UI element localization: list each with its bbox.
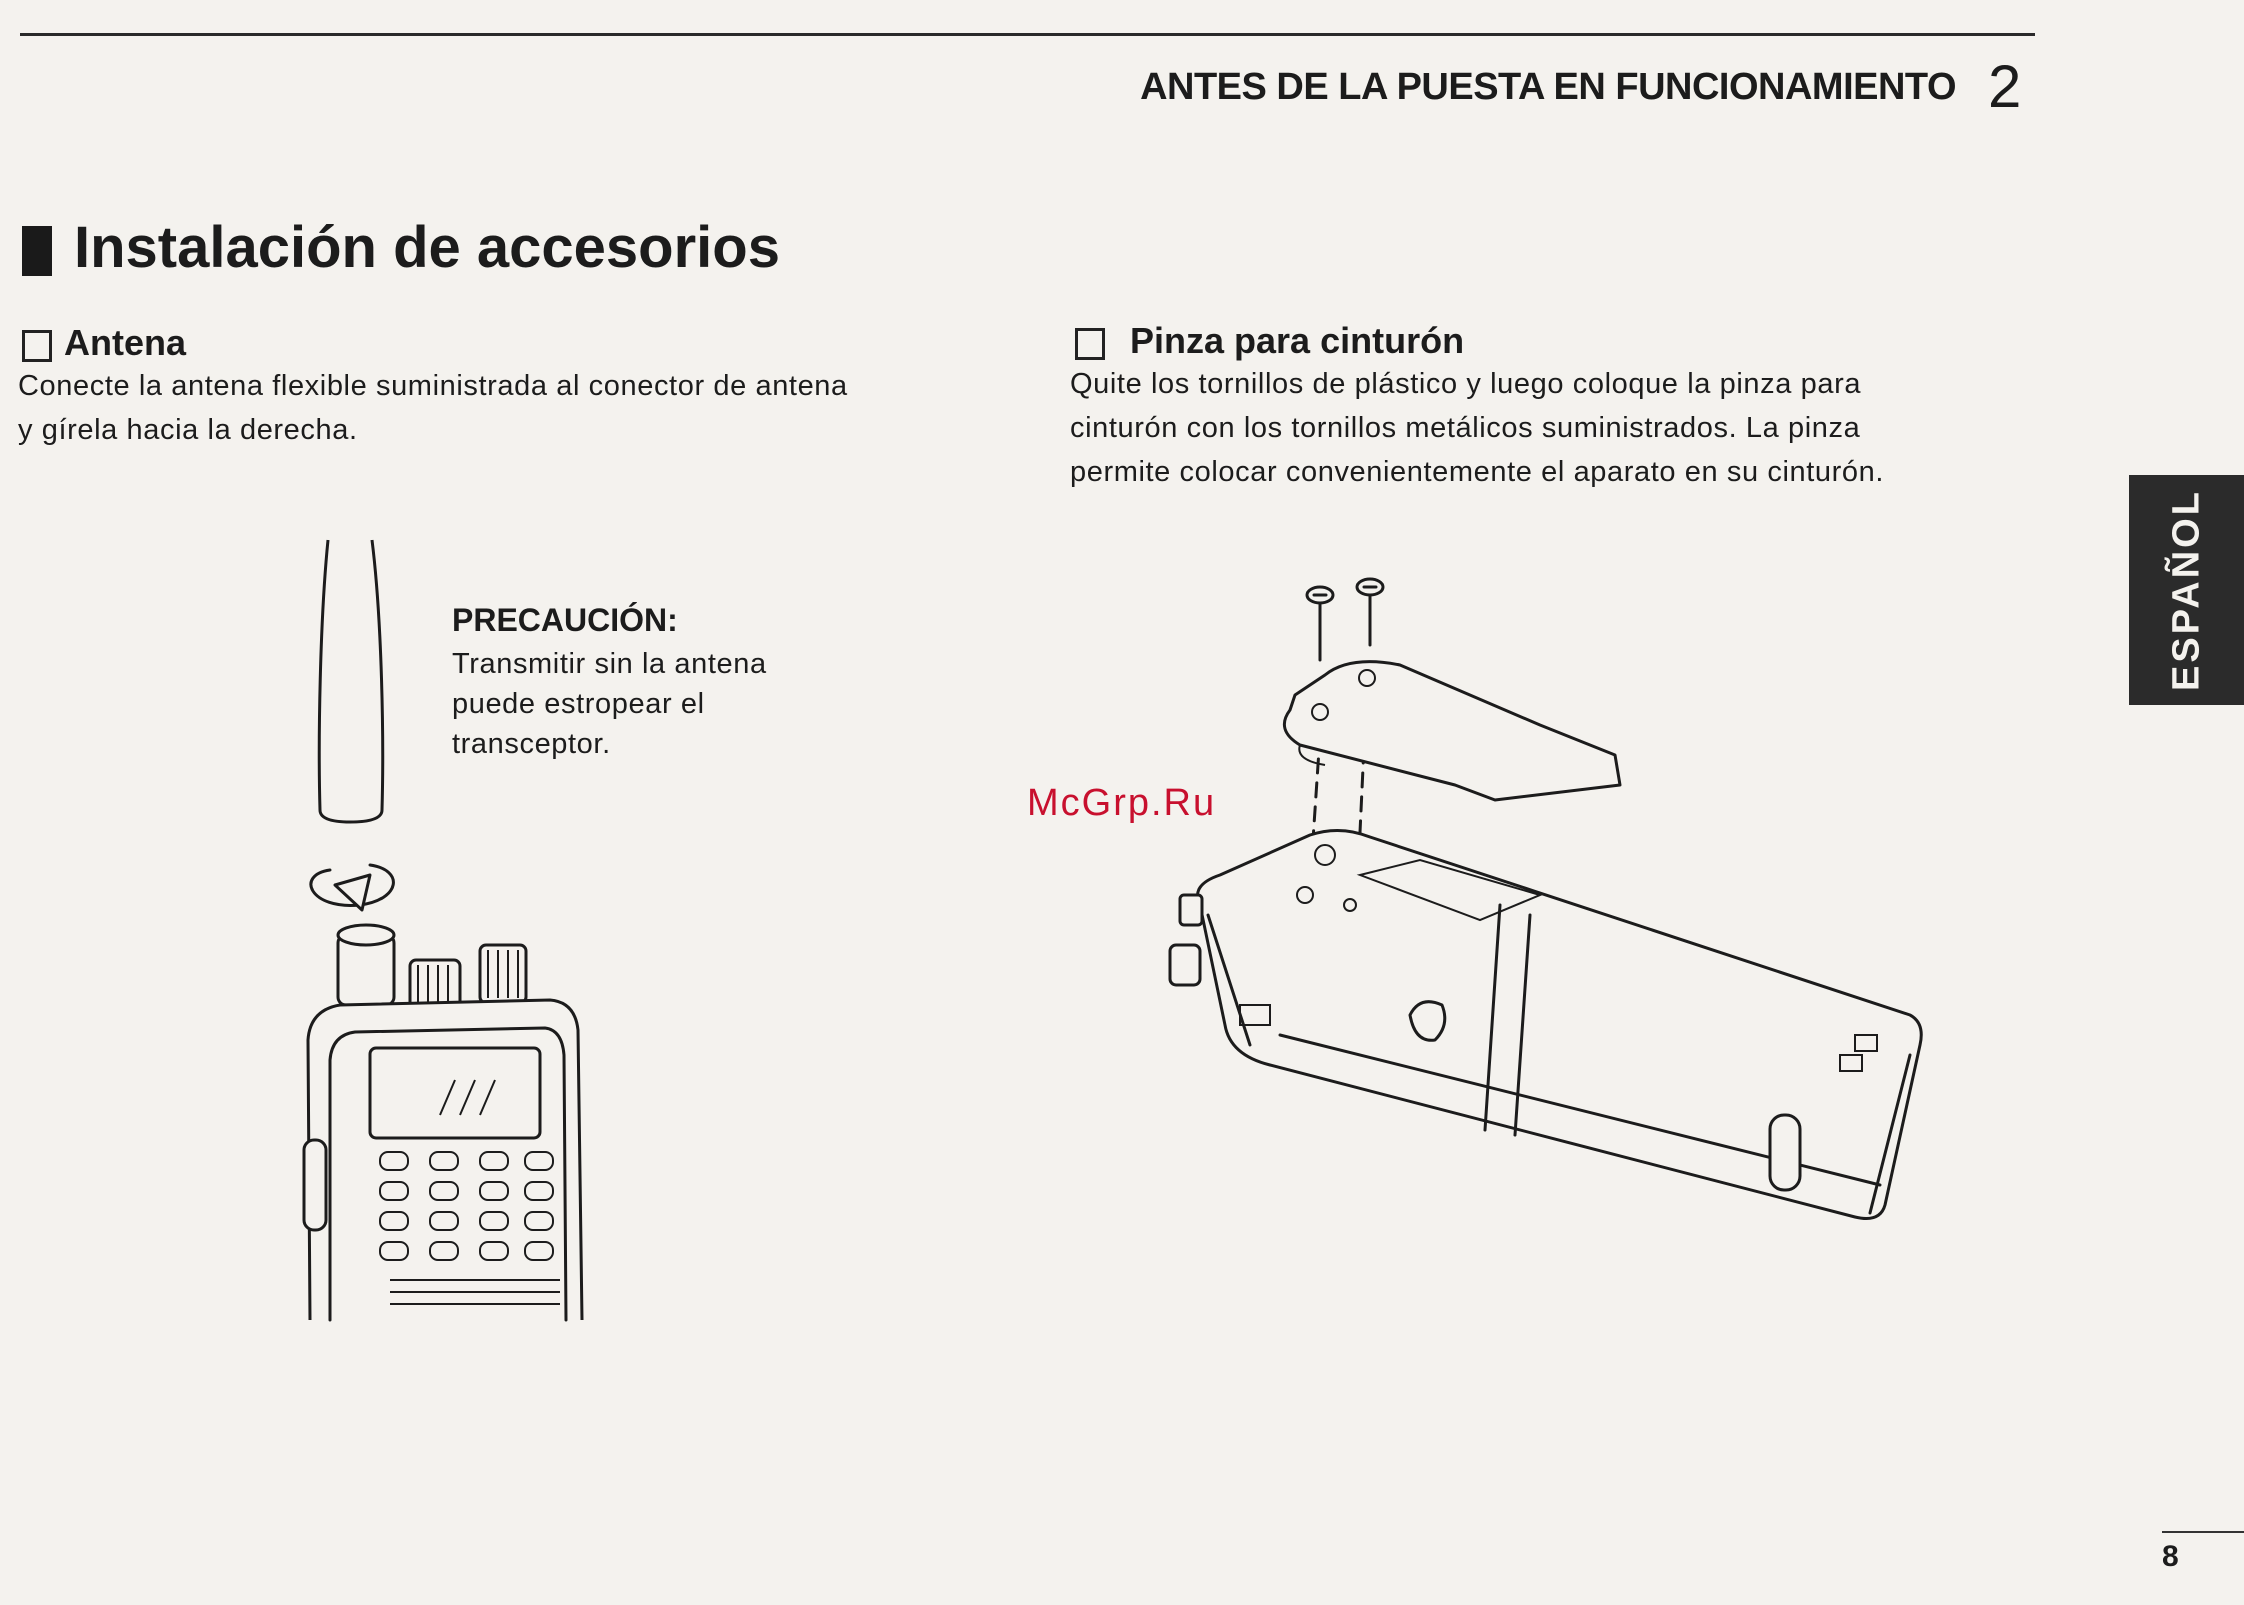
section-title: Instalación de accesorios — [74, 215, 780, 280]
section-bullet-icon — [22, 226, 52, 276]
page-number: 8 — [2162, 1540, 2179, 1573]
caution-text-line2: puede estropear el — [452, 688, 705, 720]
belt-clip-text-line1: Quite los tornillos de plástico y luego coloque la pinza para — [1070, 368, 1862, 400]
antenna-illustration — [290, 540, 610, 1320]
screw-icon — [1307, 587, 1333, 660]
header-rule — [20, 33, 2035, 36]
language-tab — [2129, 475, 2244, 705]
belt-clip-illustration — [1150, 585, 1930, 1225]
chapter-number: 2 — [1988, 53, 2022, 120]
antenna-checkbox-icon — [22, 330, 52, 362]
caution-text-line1: Transmitir sin la antena — [452, 648, 767, 680]
watermark: McGrp.Ru — [1027, 782, 1217, 824]
belt-clip-title: Pinza para cinturón — [1130, 320, 1465, 361]
belt-clip-checkbox-icon — [1075, 328, 1105, 360]
caution-title: PRECAUCIÓN: — [452, 602, 678, 638]
footer-rule — [2162, 1531, 2244, 1533]
antenna-text-line2: y gírela hacia la derecha. — [18, 414, 358, 446]
belt-clip-text-line2: cinturón con los tornillos metálicos suministrados. La pinza — [1070, 412, 1861, 444]
caution-text-line3: transceptor. — [452, 728, 611, 760]
antenna-title: Antena — [64, 322, 187, 363]
rotate-arrow-icon — [311, 865, 393, 910]
antenna-text-line1: Conecte la antena flexible suministrada al conector de antena — [18, 370, 848, 402]
language-tab-label: ESPAÑOL — [2165, 489, 2207, 691]
belt-clip-text-line3: permite colocar convenientemente el aparato en su cinturón. — [1070, 456, 1885, 488]
chapter-title: ANTES DE LA PUESTA EN FUNCIONAMIENTO — [1140, 66, 1956, 108]
screw-icon — [1357, 579, 1383, 645]
